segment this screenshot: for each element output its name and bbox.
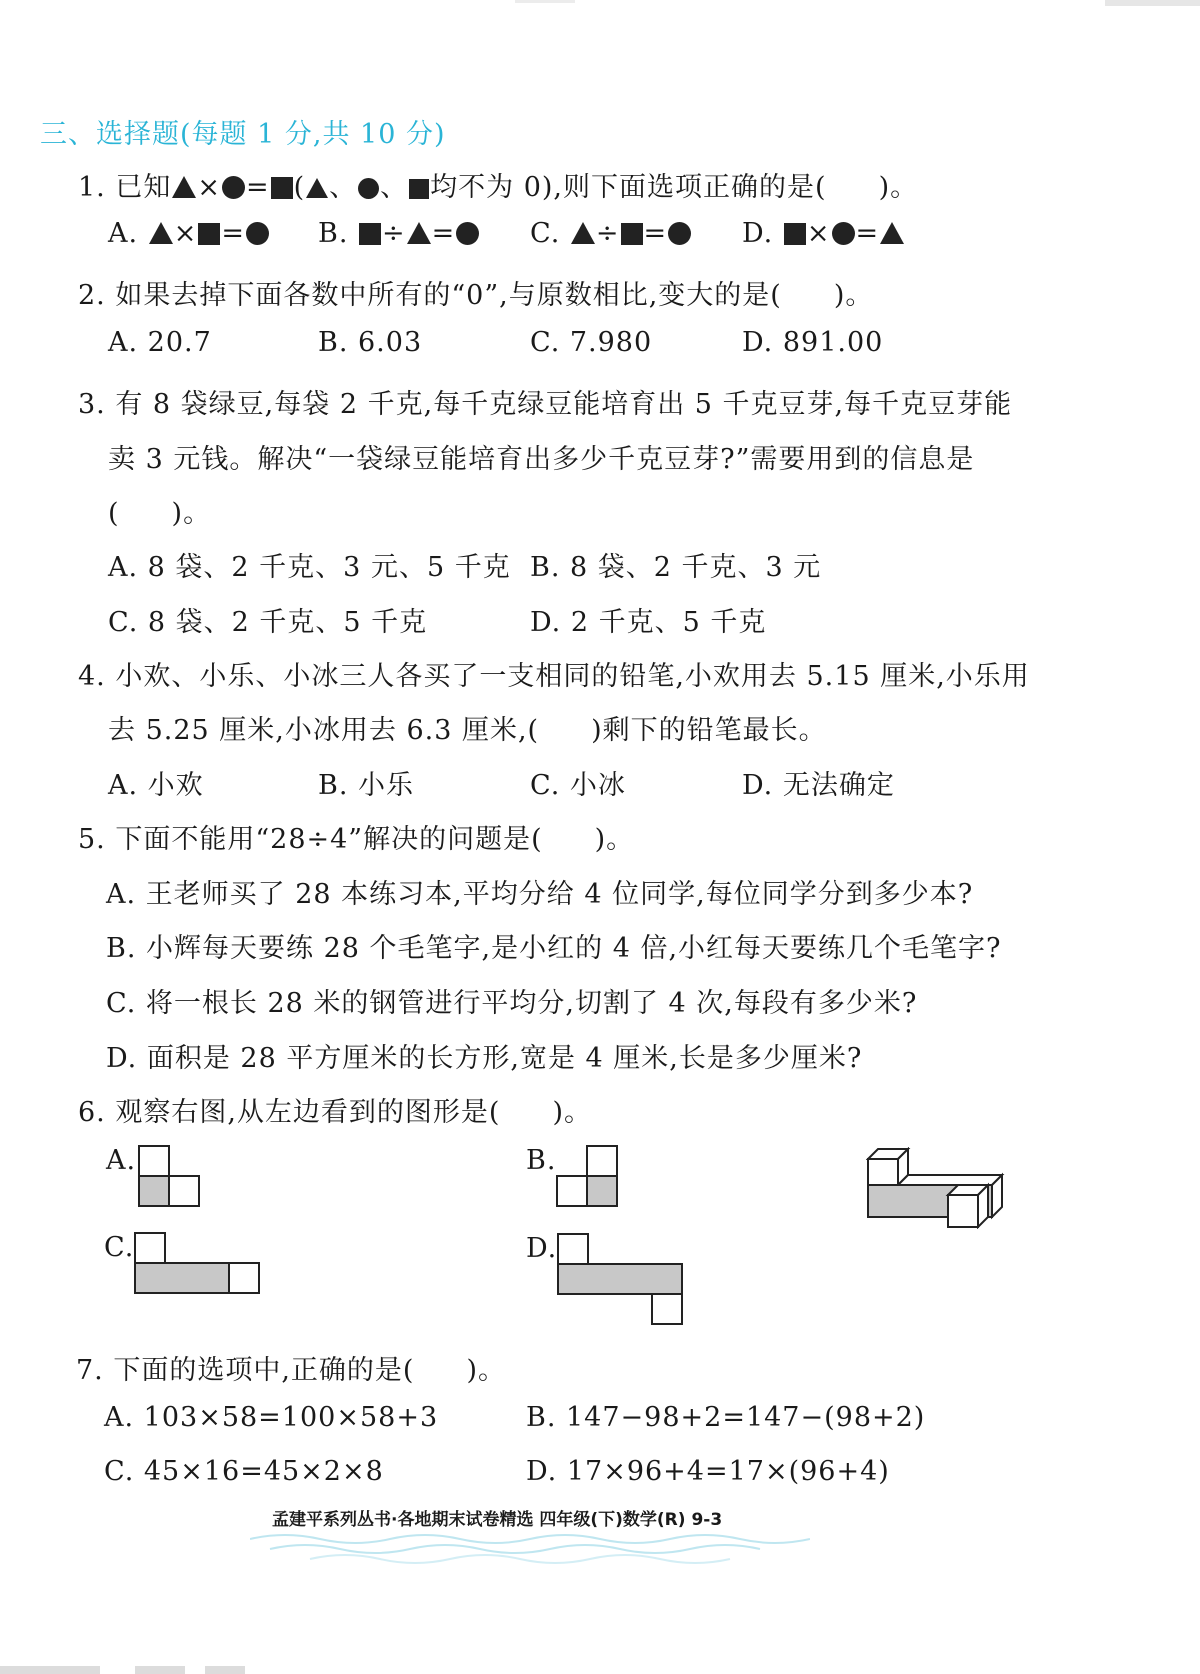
circle-icon: [246, 222, 269, 245]
q4-text-b: )剩下的铅笔最长。: [591, 715, 827, 746]
square-icon: [359, 223, 381, 245]
triangle-icon: [149, 222, 173, 244]
q6-figure-b[interactable]: [556, 1145, 620, 1209]
q4-option-c[interactable]: C. 小冰: [530, 770, 626, 801]
q4-line-1: 4. 小欢、小乐、小冰三人各买了一支相同的铅笔,小欢用去 5.15 厘米,小乐用: [78, 661, 1030, 692]
q2-option-c[interactable]: C. 7.980: [530, 327, 653, 358]
q6-figure-d[interactable]: [557, 1233, 685, 1327]
footer-text: 孟建平系列丛书·各地期末试卷精选 四年级(下)数学(R) 9-3: [272, 1510, 723, 1530]
q2-option-d[interactable]: D. 891.00: [742, 327, 884, 358]
option-letter: C.: [530, 218, 561, 249]
q1-sep: 、: [329, 172, 358, 203]
q1-stem: [78, 165, 918, 204]
operator: =: [431, 218, 456, 249]
q1-paren: (: [293, 172, 306, 203]
square-icon: [198, 223, 220, 245]
q1-equals: =: [245, 172, 270, 203]
operator: =: [643, 218, 668, 249]
option-letter: A.: [108, 218, 139, 249]
operator: =: [855, 218, 880, 249]
circle-icon: [668, 222, 691, 245]
square-icon: [621, 223, 643, 245]
square-icon: [271, 177, 293, 199]
q1-option-b[interactable]: [318, 218, 480, 249]
q5-option-d[interactable]: D. 面积是 28 平方厘米的长方形,宽是 4 厘米,长是多少厘米?: [106, 1043, 863, 1074]
operator: ÷: [595, 218, 620, 249]
triangle-icon: [880, 222, 904, 244]
q6-end: )。: [552, 1097, 593, 1128]
operator: =: [221, 218, 245, 249]
operator: ÷: [382, 218, 406, 249]
q1-times: ×: [197, 172, 221, 203]
q5-option-c[interactable]: C. 将一根长 28 米的钢管进行平均分,切割了 4 次,每段有多少米?: [106, 988, 918, 1019]
q4-line-2: [108, 708, 827, 747]
q1-text-a: 1. 已知: [78, 172, 172, 203]
q3-paren-open: (: [108, 498, 120, 529]
q6-label-d[interactable]: D.: [526, 1233, 558, 1264]
square-icon: [409, 179, 429, 199]
q7-option-a[interactable]: A. 103×58=100×58+3: [104, 1402, 439, 1433]
section-scoring: (每题 1 分,共 10 分): [180, 119, 446, 150]
q1-option-c[interactable]: [530, 218, 692, 249]
q5-option-b[interactable]: B. 小辉每天要练 28 个毛笔字,是小红的 4 倍,小红每天要练几个毛笔字?: [106, 933, 1002, 964]
page-footer: [0, 1503, 1200, 1623]
scan-edge-top: [0, 0, 1200, 8]
scan-edge-bottom: [0, 1664, 1200, 1674]
q3-line-1: 3. 有 8 袋绿豆,每袋 2 千克,每千克绿豆能培育出 5 千克豆芽,每千克豆芽能: [78, 389, 1013, 420]
q1-end: )。: [878, 172, 919, 203]
q7-text: 7. 下面的选项中,正确的是(: [76, 1355, 415, 1386]
q1-sep: 、: [380, 172, 409, 203]
q1-option-d[interactable]: [742, 218, 905, 249]
q3-option-b[interactable]: B. 8 袋、2 千克、3 元: [530, 552, 822, 583]
q6-label-c[interactable]: C.: [104, 1232, 135, 1263]
q7-option-c[interactable]: C. 45×16=45×2×8: [104, 1456, 384, 1487]
section-title: [40, 112, 446, 151]
q6-label-a[interactable]: A.: [106, 1145, 137, 1176]
q6-3d-reference-figure: [866, 1147, 1006, 1229]
q3-line-2: 卖 3 元钱。解决“一袋绿豆能培育出多少千克豆芽?”需要用到的信息是: [108, 444, 975, 475]
operator: ×: [806, 218, 831, 249]
q1-text-g: 均不为 0),则下面选项正确的是(: [430, 172, 827, 203]
q2-end: )。: [833, 280, 874, 311]
q2-text: 2. 如果去掉下面各数中所有的“0”,与原数相比,变大的是(: [78, 280, 782, 311]
circle-icon: [832, 222, 855, 245]
q6-figure-a[interactable]: [138, 1145, 202, 1209]
square-icon: [784, 223, 806, 245]
q6-label-b[interactable]: B.: [526, 1145, 557, 1176]
q4-text-a: 去 5.25 厘米,小冰用去 6.3 厘米,(: [108, 715, 540, 746]
q7-option-d[interactable]: D. 17×96+4=17×(96+4): [526, 1456, 890, 1487]
q4-option-b[interactable]: B. 小乐: [318, 770, 415, 801]
triangle-icon: [172, 176, 196, 198]
q3-line-3: [108, 491, 211, 530]
q6-figure-c[interactable]: [134, 1232, 262, 1296]
triangle-icon: [571, 222, 595, 244]
q3-option-d[interactable]: D. 2 千克、5 千克: [530, 607, 767, 638]
q3-end: )。: [171, 498, 212, 529]
q4-option-a[interactable]: A. 小欢: [108, 770, 204, 801]
q7-option-b[interactable]: B. 147−98+2=147−(98+2): [526, 1402, 926, 1433]
q5-end: )。: [594, 824, 635, 855]
option-letter: D.: [742, 218, 774, 249]
q3-option-c[interactable]: C. 8 袋、2 千克、5 千克: [108, 607, 428, 638]
q6-text: 6. 观察右图,从左边看到的图形是(: [78, 1097, 501, 1128]
q2-option-a[interactable]: A. 20.7: [108, 327, 212, 358]
q5-option-a[interactable]: A. 王老师买了 28 本练习本,平均分给 4 位同学,每位同学分到多少本?: [106, 879, 974, 910]
circle-icon: [456, 222, 479, 245]
q3-option-a[interactable]: A. 8 袋、2 千克、3 元、5 千克: [108, 552, 511, 583]
wave-decoration: [250, 1531, 810, 1567]
q7-end: )。: [466, 1355, 507, 1386]
q2-option-b[interactable]: B. 6.03: [318, 327, 423, 358]
option-letter: B.: [318, 218, 349, 249]
q6-stem: [78, 1090, 592, 1129]
q7-stem: [76, 1348, 506, 1387]
triangle-icon: [306, 178, 328, 198]
circle-icon: [222, 176, 245, 199]
section-heading: 三、选择题: [40, 119, 180, 150]
q1-option-a[interactable]: [108, 218, 270, 249]
q5-text: 5. 下面不能用“28÷4”解决的问题是(: [78, 824, 543, 855]
q5-stem: [78, 817, 634, 856]
q2-stem: [78, 273, 873, 312]
q4-option-d[interactable]: D. 无法确定: [742, 770, 895, 801]
circle-icon: [358, 178, 379, 199]
triangle-icon: [407, 222, 431, 244]
operator: ×: [173, 218, 198, 249]
